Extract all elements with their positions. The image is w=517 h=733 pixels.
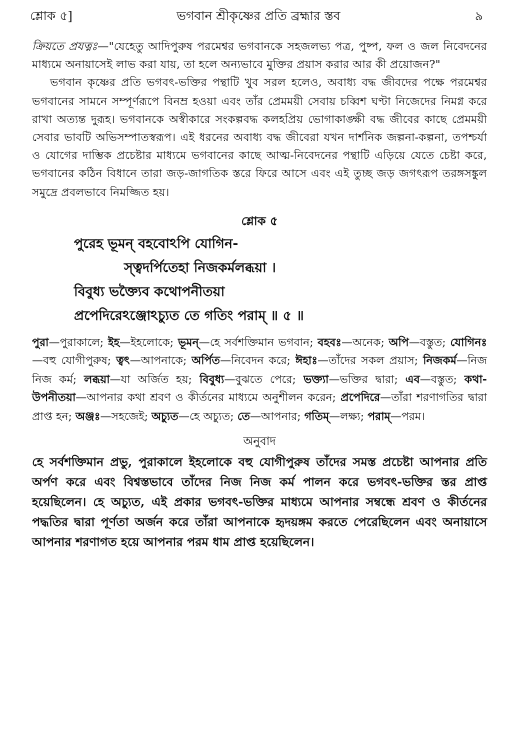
word-for-word-synonyms: পুরা—পুরাকালে; ইহ—ইহলোকে; ভূমন্—হে সর্বশক্তিমান ভগবান; বহবঃ—অনেক; অপি—বস্তুত; যোগিনঃ—বহু যোগীপুরুষ; ত্বৎ—আপনাকে; অর্পিত—নিবেদন করে; ঈহাঃ—তাঁদের সকল প্রয়াস; নিজকর্ম—নিজ নিজ কর্ম; লব্ধয়া—যা অর্জিত হয়; বিবুধ্য—বুঝতে পেরে; ভক্ত্যা—ভক্তির দ্বারা; এব—বস্তুত; কথা-উপনীতয়া—আপনার কথা শ্রবণ ও কীর্তনের মাধ্যমে অনুশীলন করেন; প্রপেদিরে—তাঁরা শরণাগতির দ্বারা প্রাপ্ত হন; অঞ্জঃ—সহজেই; অচ্যুত—হে অচ্যুত; তে—আপনার; গতিম্—লক্ষ্য; পরাম্—পরম। bbox=[32, 336, 487, 423]
header-title: ভগবান শ্রীকৃষ্ণের প্রতি ব্রহ্মার স্তব bbox=[176, 8, 341, 23]
verse-line: বিবুধ্য ভক্ত্যৈব কথোপনীতয়া bbox=[74, 284, 225, 301]
intro-paragraph bbox=[32, 38, 487, 74]
page-body bbox=[32, 38, 487, 552]
synonym-meaning: ইহলোকে; bbox=[130, 336, 178, 350]
verse-heading: শ্লোক ৫ bbox=[241, 213, 278, 228]
synonym-word: যোগিনঃ bbox=[450, 336, 487, 350]
intro-lead: ক্রিয়তে প্রযত্নঃ bbox=[32, 40, 98, 53]
header-verse-ref: শ্লোক ৫] bbox=[30, 8, 73, 23]
synonym-word: প্রপেদিরে bbox=[340, 391, 381, 405]
synonym-word: পুরা bbox=[32, 336, 49, 350]
synonym-meaning: আপনাকে; bbox=[140, 354, 192, 368]
synonym-meaning: পুরাকালে; bbox=[59, 336, 108, 350]
synonym-meaning: বস্তুত; bbox=[430, 372, 465, 386]
synonym-word: এব bbox=[405, 372, 420, 386]
synonym-word: লব্ধয়া bbox=[84, 372, 110, 386]
synonym-meaning: বহু যোগীপুরুষ; bbox=[43, 354, 117, 368]
synonym-meaning: যা অর্জিত হয়; bbox=[120, 372, 200, 386]
synonym-word: ইহ bbox=[107, 336, 120, 350]
synonym-word: গতিম্ bbox=[304, 409, 330, 423]
synonym-word: অঞ্জঃ bbox=[75, 409, 101, 423]
synonym-word: ত্বৎ bbox=[116, 354, 130, 368]
synonym-meaning: বস্তুত; bbox=[419, 336, 451, 350]
synonym-meaning: নিজ নিজ কর্ম; bbox=[32, 354, 487, 386]
verse-line: পুরেহ ভূমন্ বহবোঽপি যোগিন- bbox=[74, 236, 239, 253]
synonym-meaning: আপনার কথা শ্রবণ ও কীর্তনের মাধ্যমে অনুশীলন করেন; bbox=[86, 391, 341, 405]
translation-heading: অনুবাদ bbox=[243, 434, 276, 449]
purport-paragraph: ভগবান কৃষ্ণের প্রতি ভগবৎ-ভক্তির পন্থাটি খুব সরল হলেও, অবাধ্য বদ্ধ জীবদের পক্ষে পরমেশ্বর ভগবানের সামনে সম্পূর্ণরূপে বিনম্র হওয়া এবং তাঁর প্রেমময়ী সেবায় চব্বিশ ঘণ্টা নিজেদের নিমগ্ন করে রাখা অত্যন্ত দুরূহ। ভগবানকে অস্বীকারে সংকল্পবদ্ধ কলহপ্রিয় ভোগাকাঙ্ক্ষী বদ্ধ জীবের কাছে প্রেমময়ী সেবার ভাবটি অভিসম্পাতস্বরূপ। এই ধরনের অবাধ্য বদ্ধ জীবেরা যখন দার্শনিক জল্পনা-কল্পনা, তপশ্চর্যা ও যোগের দাম্ভিক প্রচেষ্টার মাধ্যমে ভগবানের কাছে আত্ম-নিবেদনের পন্থাটি এড়িয়ে যেতে চেষ্টা করে, ভগবানের কঠিন বিধানে তারা জড়-জাগতিক স্তরে ফিরে আসে এবং এই তুচ্ছ জড় জগৎরূপ তরঙ্গসঙ্কুল সমুদ্রে প্রবলভাবে নিমজ্জিত হয়। bbox=[32, 76, 487, 199]
synonym-meaning: পরম। bbox=[401, 409, 425, 423]
translation-text: হে সর্বশক্তিমান প্রভু, পুরাকালে ইহলোকে বহু যোগীপুরুষ তাঁদের সমস্ত প্রচেষ্টা আপনার প্রতি অর্পণ করে এবং বিশ্বস্তভাবে তাঁদের নিজ নিজ কর্ম পালন করে ভগবৎ-ভক্তির স্তর প্রাপ্ত হয়েছিলেন। হে অচ্যুত, এই প্রকার ভগবৎ-ভক্তির মাধ্যমে আপনার সম্বন্ধে শ্রবণ ও কীর্তনের পদ্ধতির দ্বারা পূর্ণতা অর্জন করে তাঁরা আপনাকে হৃদয়ঙ্গম করতে পেরেছিলেন এবং অনায়াসে আপনার শরণাগত হয়ে আপনার পরম ধাম প্রাপ্ত হয়েছিলেন। bbox=[32, 455, 487, 550]
synonym-word: অপি bbox=[388, 336, 409, 350]
synonym-meaning: তাঁদের সকল প্রয়াস; bbox=[328, 354, 424, 368]
synonym-meaning: সহজেই; bbox=[111, 409, 152, 423]
synonym-meaning: আপনার; bbox=[261, 409, 305, 423]
verse-line: প্রপেদিরেঽঞ্জোঽচ্যুত তে গতিং পরাম্ ॥ ৫ ॥ bbox=[74, 308, 304, 325]
synonym-word: তে bbox=[237, 409, 251, 423]
synonym-word: ভক্ত্যা bbox=[303, 372, 329, 386]
verse-line: স্ত্বদর্পিতেহা নিজকর্মলব্ধয়া । bbox=[124, 260, 276, 277]
verse-block bbox=[32, 232, 487, 328]
synonym-word: ভূমন্ bbox=[177, 336, 199, 350]
synonym-word: বহবঃ bbox=[317, 336, 342, 350]
synonym-meaning: লক্ষ্য; bbox=[340, 409, 368, 423]
page-number: ৯ bbox=[474, 8, 483, 23]
synonym-meaning: হে অচ্যুত; bbox=[189, 409, 238, 423]
synonym-word: অচ্যুত bbox=[151, 409, 179, 423]
running-header bbox=[30, 8, 487, 28]
synonym-meaning: ভক্তির দ্বারা; bbox=[339, 372, 406, 386]
synonym-word: কথা-উপনীতয়া bbox=[32, 372, 487, 405]
intro-text: —"যেহেতু আদিপুরুষ পরমেশ্বর ভগবানকে সহজলভ্য পত্র, পুষ্প, ফল ও জল নিবেদনের মাধ্যমে অনায়াসেই লাভ করা যায়, তা হলে অন্যভাবে মুক্তির প্রয়াস করার আর কী প্রয়োজন?" bbox=[32, 40, 488, 72]
synonym-word: ঈহাঃ bbox=[295, 354, 318, 368]
synonym-word: নিজকর্ম bbox=[423, 354, 457, 368]
synonym-word: বিবুধ্য bbox=[199, 372, 225, 386]
synonym-meaning: বুঝতে পেরে; bbox=[235, 372, 304, 386]
synonym-meaning: হে সর্বশক্তিমান ভগবান; bbox=[209, 336, 318, 350]
synonym-meaning: তাঁরা শরণাগতির দ্বারা প্রাপ্ত হন; bbox=[32, 391, 487, 423]
synonym-word: অর্পিত bbox=[191, 354, 221, 368]
synonym-meaning: নিবেদন করে; bbox=[231, 354, 296, 368]
synonym-meaning: অনেক; bbox=[352, 336, 389, 350]
synonym-word: পরাম্ bbox=[367, 409, 391, 423]
